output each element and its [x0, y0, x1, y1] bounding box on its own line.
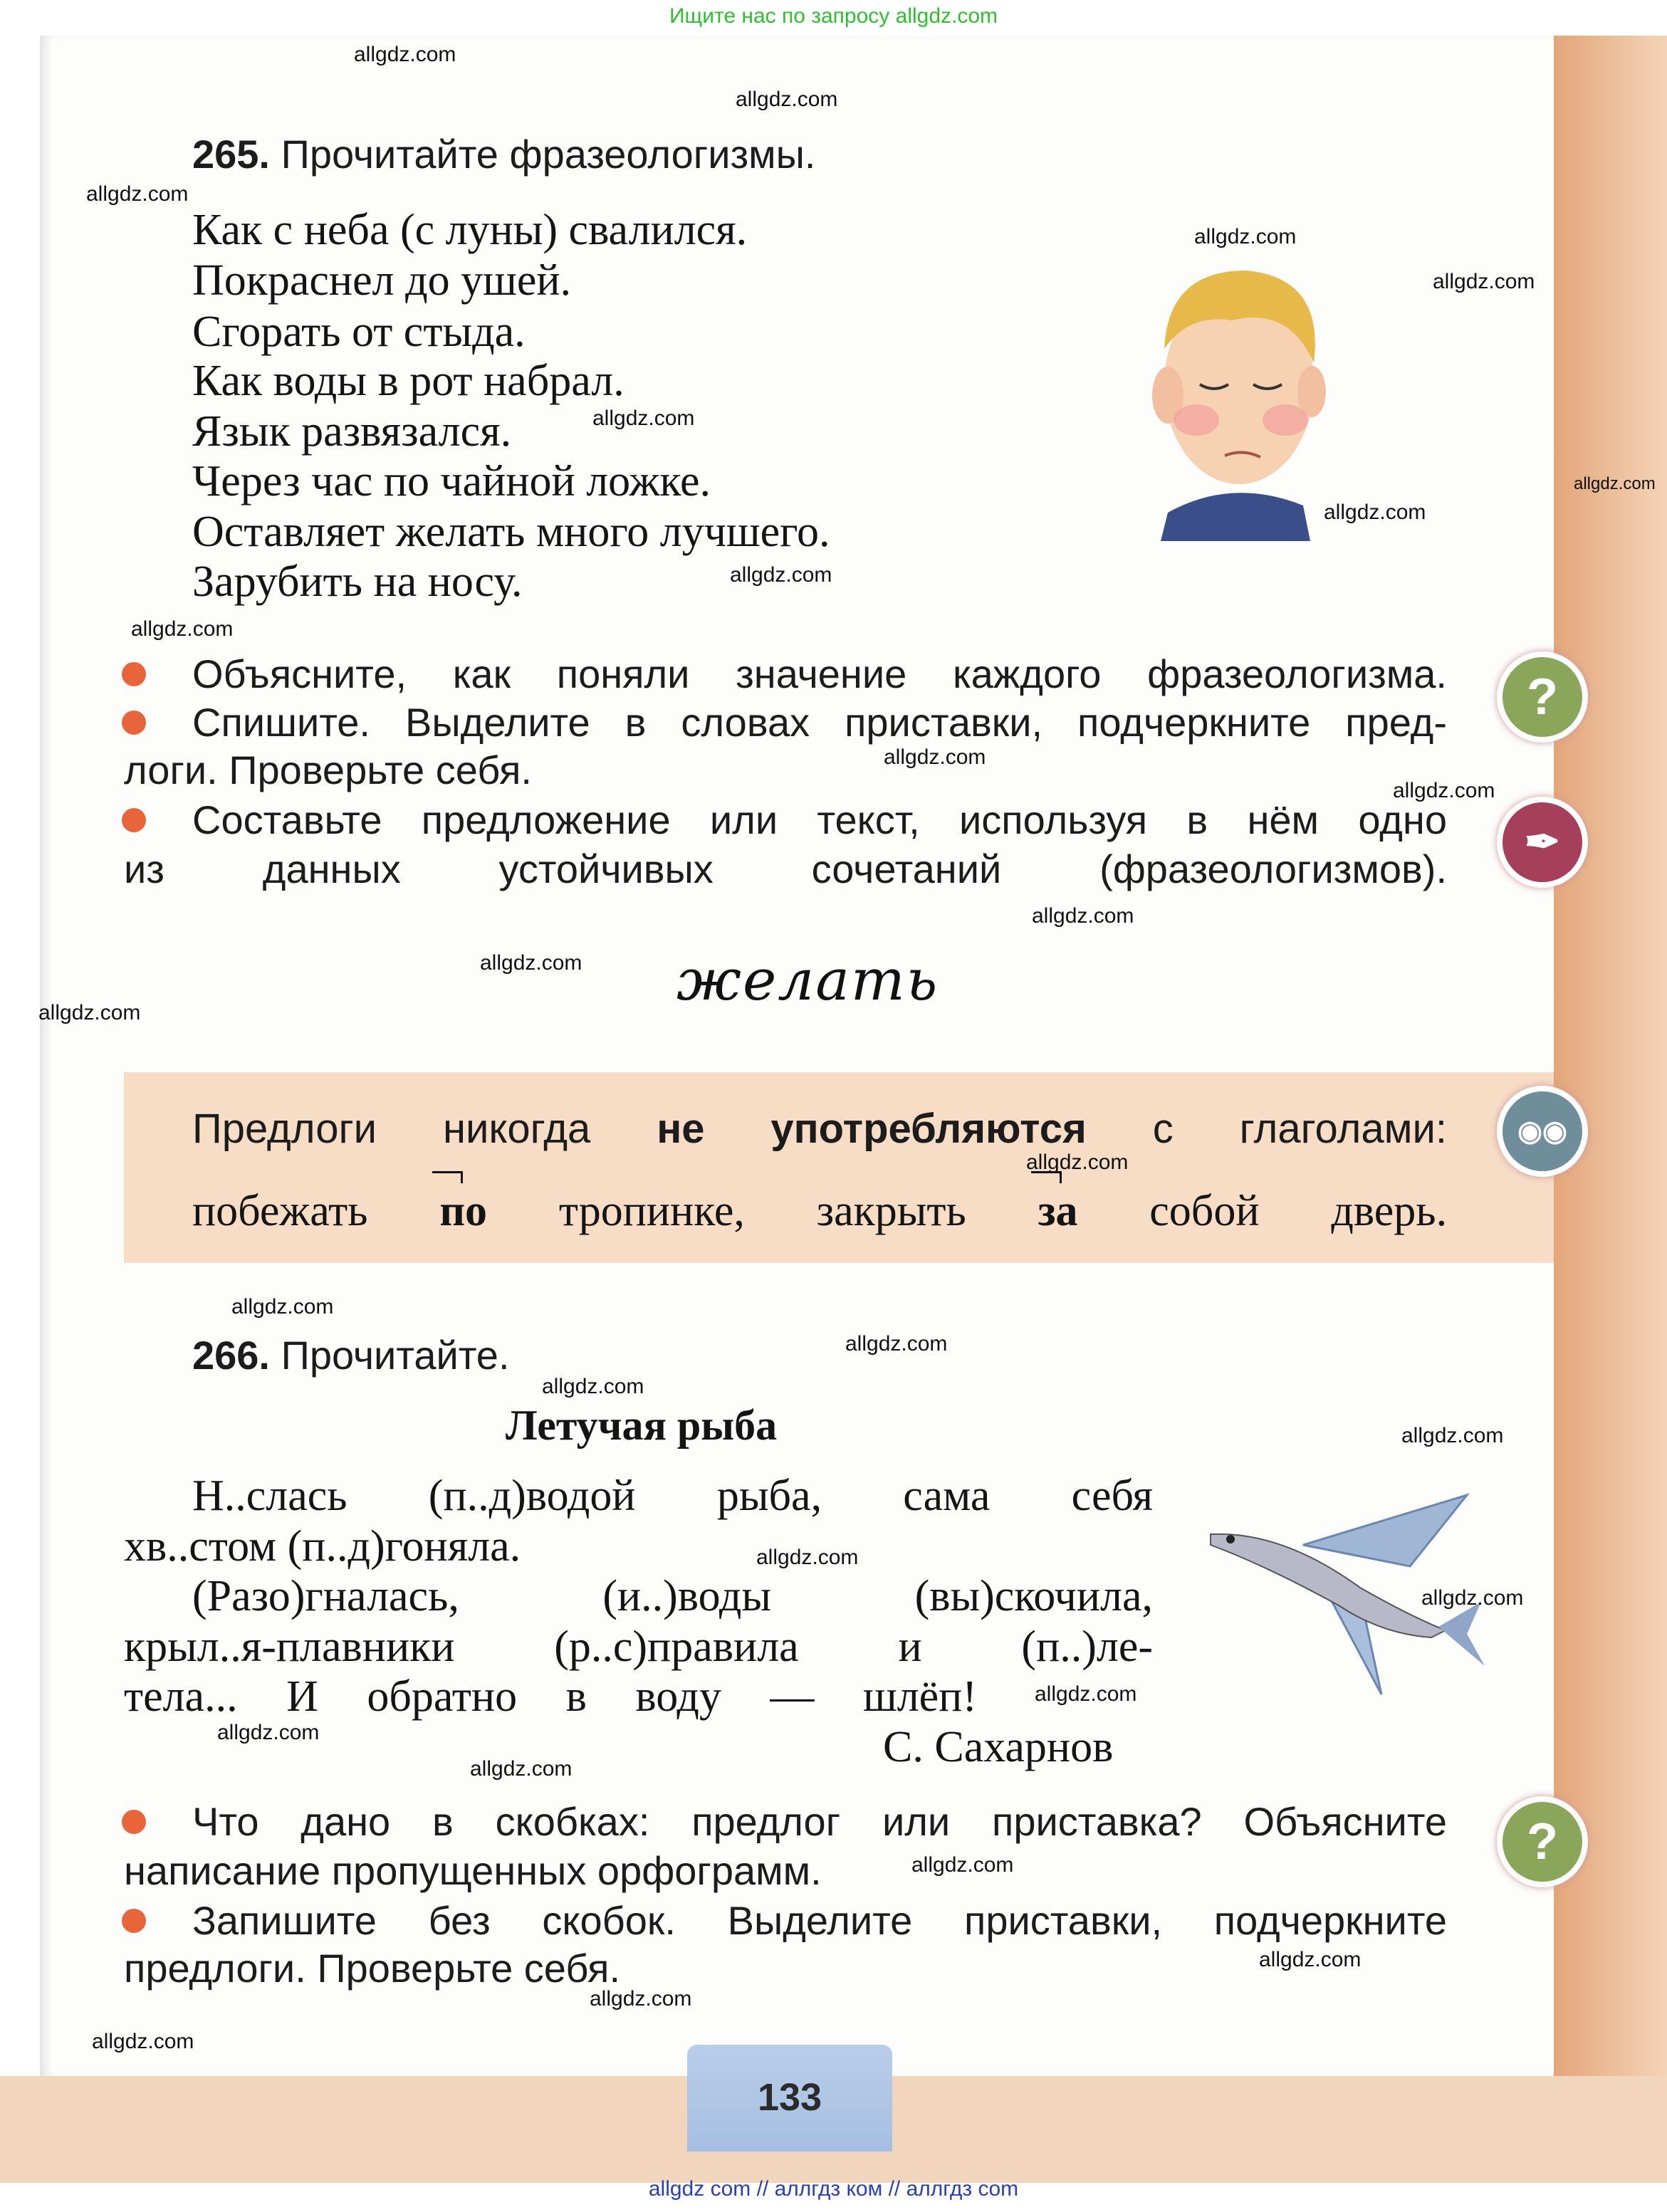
example-word: дверь. — [1331, 1187, 1448, 1235]
task-text: Что дано в скобках: предлог или приставка? Объясните — [192, 1799, 1447, 1844]
rule-line-1 — [192, 1108, 1447, 1150]
example-word: собой — [1149, 1187, 1260, 1235]
top-banner[interactable]: Ищите нас по запросу allgdz.com — [669, 4, 998, 28]
watermark[interactable]: allgdz.com — [470, 1757, 573, 1781]
watermark[interactable]: allgdz.com — [231, 1295, 334, 1319]
example-word: побежать — [192, 1187, 368, 1235]
poem-line: (Разо)гналась, (и..)воды (вы)скочила, — [192, 1572, 1153, 1620]
idiom-line: Через час по чайной ложке. — [192, 457, 711, 505]
poem-line: тела... И обратно в воду — шлёп! — [124, 1672, 977, 1721]
bottom-banner[interactable]: allgdz com // аллгдз ком // аллгдз com — [648, 2177, 1019, 2201]
rule-text: с глаголами: — [1152, 1106, 1447, 1152]
watermark[interactable]: allgdz.com — [354, 43, 456, 66]
watermark[interactable]: allgdz.com — [217, 1721, 320, 1744]
preposition-mark — [432, 1171, 463, 1183]
task-bullet — [122, 662, 146, 686]
task-bullet — [122, 1909, 146, 1933]
page-number: 133 — [757, 2076, 822, 2119]
rule-text: Предлоги никогда — [192, 1106, 591, 1152]
question-icon: ? — [1497, 651, 1588, 743]
watermark[interactable]: allgdz.com — [1032, 904, 1134, 928]
poem-author: С. Сахарнов — [883, 1723, 1114, 1771]
preposition-word — [1038, 1187, 1078, 1235]
exercise-instruction: Прочитайте фразеологизмы. — [281, 132, 816, 177]
feather-icon: ✒ — [1497, 797, 1588, 888]
watermark[interactable]: allgdz.com — [1401, 1424, 1504, 1447]
task-text: Объясните, как поняли значение каждого фразеологизма. — [192, 651, 1447, 696]
watermark[interactable]: allgdz.com — [1324, 500, 1426, 524]
watermark[interactable]: allgdz.com — [480, 951, 582, 975]
watermark[interactable]: allgdz.com — [1574, 474, 1656, 493]
blushing-boy-illustration — [1125, 242, 1353, 541]
task-text: Составьте предложение или текст, используя в нём одно — [192, 797, 1447, 842]
watermark[interactable]: allgdz.com — [845, 1332, 948, 1356]
idiom-line: Как с неба (с луны) свалился. — [192, 206, 748, 254]
watermark[interactable]: allgdz.com — [92, 2030, 194, 2053]
poem-line: крыл..я-плавники (р..с)правила и (п..)ле- — [124, 1623, 1153, 1671]
exercise-number: 265. — [192, 132, 270, 177]
watermark[interactable]: allgdz.com — [1259, 1948, 1362, 1971]
preposition-word — [439, 1187, 487, 1235]
watermark[interactable]: allgdz.com — [884, 745, 986, 769]
preposition-text: за — [1038, 1187, 1078, 1235]
watermark[interactable]: allgdz.com — [1393, 779, 1495, 802]
watermark[interactable]: allgdz.com — [1421, 1586, 1524, 1610]
task-text: из данных устойчивых сочетаний (фразеологизмов). — [124, 846, 1447, 891]
task-text: Спишите. Выделите в словах приставки, подчеркните пред- — [192, 700, 1447, 745]
poem-line: хв..стом (п..д)гоняла. — [124, 1522, 521, 1571]
preposition-text: по — [439, 1187, 488, 1235]
page-edge-decoration — [1554, 36, 1667, 2076]
rule-example-line — [192, 1189, 1447, 1233]
watermark[interactable]: allgdz.com — [542, 1375, 644, 1398]
task-text: Запишите без скобок. Выделите приставки, подчеркните — [192, 1898, 1447, 1943]
poem-title: Летучая рыба — [506, 1402, 778, 1449]
task-bullet — [122, 1810, 146, 1834]
watermark[interactable]: allgdz.com — [1194, 225, 1297, 248]
idiom-line: Зарубить на носу. — [192, 557, 523, 606]
watermark[interactable]: allgdz.com — [86, 182, 189, 206]
owl-icon: ◉◉ — [1497, 1086, 1588, 1177]
watermark[interactable]: allgdz.com — [590, 1987, 692, 2011]
watermark[interactable]: allgdz.com — [38, 1001, 141, 1024]
watermark[interactable]: allgdz.com — [131, 617, 234, 641]
dictionary-word-handwritten: желать — [676, 947, 939, 1013]
exercise-instruction: Прочитайте. — [281, 1333, 510, 1378]
idiom-line: Покраснел до ушей. — [192, 256, 572, 305]
exercise-266-heading — [192, 1335, 510, 1376]
exercise-number: 266. — [192, 1333, 270, 1378]
example-word: тропинке, — [558, 1187, 745, 1235]
question-icon: ? — [1497, 1796, 1588, 1887]
watermark[interactable]: allgdz.com — [730, 563, 832, 587]
watermark[interactable]: allgdz.com — [592, 407, 695, 430]
task-text: написание пропущенных орфограмм. — [124, 1848, 822, 1893]
task-bullet — [122, 808, 146, 832]
watermark[interactable]: allgdz.com — [1026, 1150, 1129, 1174]
idiom-line: Сгорать от стыда. — [192, 308, 526, 356]
poem-line: Н..слась (п..д)водой рыба, сама себя — [192, 1472, 1153, 1520]
exercise-265-heading — [192, 134, 815, 175]
idiom-line: Оставляет желать много лучшего. — [192, 508, 830, 556]
watermark[interactable]: allgdz.com — [1035, 1682, 1137, 1706]
example-word: закрыть — [816, 1187, 966, 1235]
idiom-line: Как воды в рот набрал. — [192, 357, 625, 405]
idiom-line: Язык развязался. — [192, 407, 512, 456]
watermark[interactable]: allgdz.com — [1433, 270, 1535, 293]
task-bullet — [122, 711, 146, 735]
watermark[interactable]: allgdz.com — [911, 1853, 1014, 1877]
watermark[interactable]: allgdz.com — [756, 1546, 859, 1569]
task-text: логи. Проверьте себя. — [124, 748, 532, 792]
task-text: предлоги. Проверьте себя. — [124, 1946, 621, 1991]
rule-emphasis: не употребляются — [657, 1106, 1087, 1152]
watermark[interactable]: allgdz.com — [736, 88, 838, 111]
